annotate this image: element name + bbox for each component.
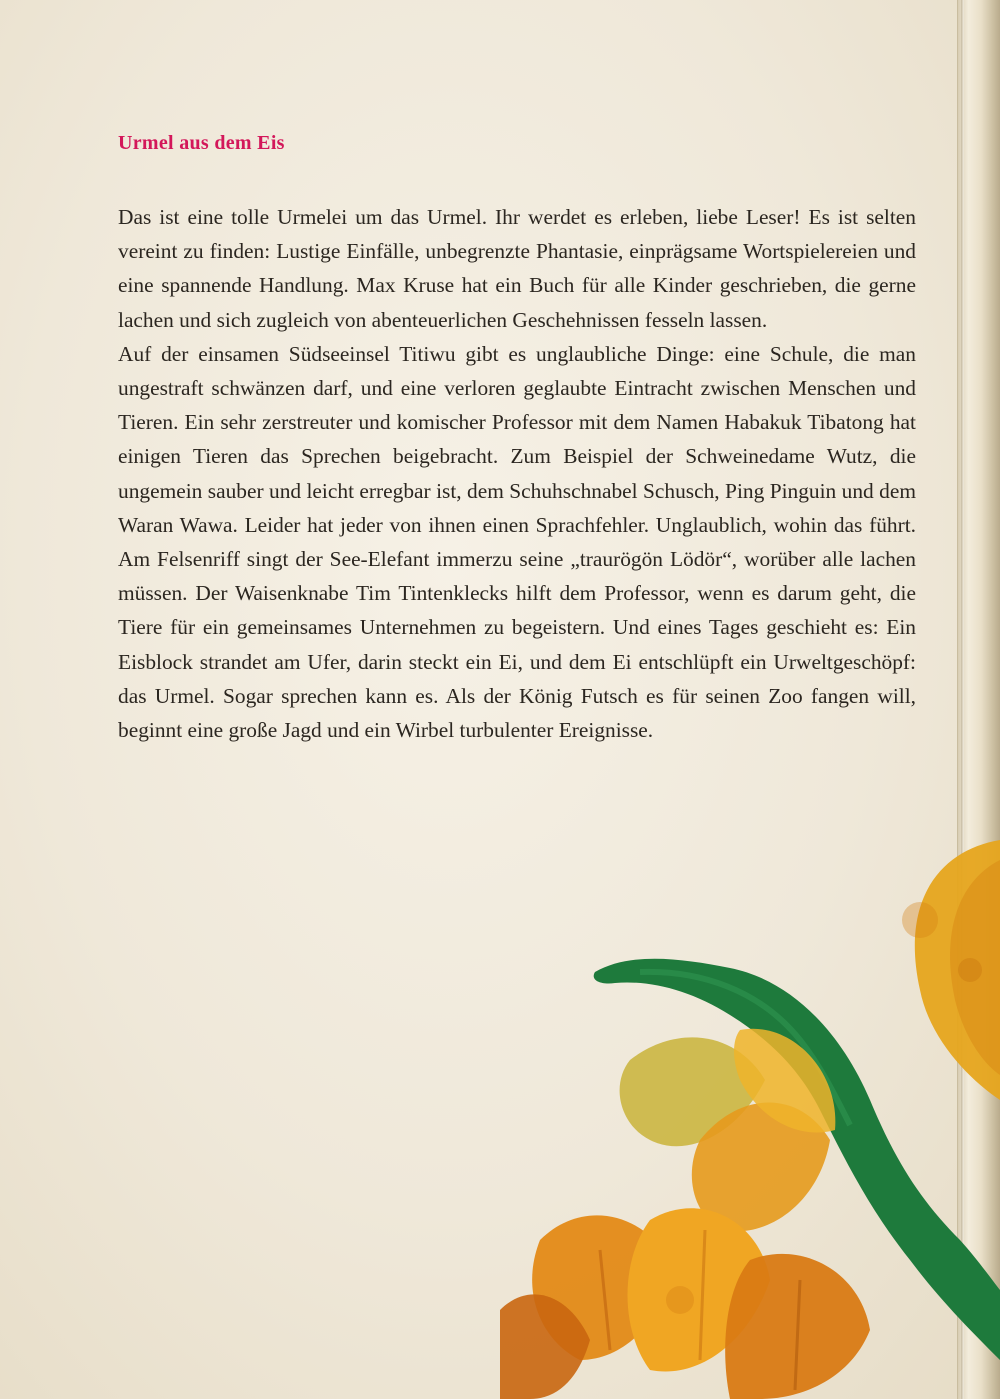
texture-dot — [958, 958, 982, 982]
book-title: Urmel aus dem Eis — [118, 132, 285, 154]
blurb-text — [118, 200, 916, 747]
texture-dot — [902, 902, 938, 938]
blurb-paragraph-1: Das ist eine tolle Urmelei um das Urmel. Ihr werdet es erleben, liebe Leser! Es ist selten vereint zu finden: Lustige Einfälle, unbegrenzte Phantasie, einprägsame Wortspielereien und eine spannende Handlung. Max Kruse hat ein Buch für alle Kinder geschrieben, die gerne lachen und sich zugleich von abenteuerlichen Geschehnissen fesseln lassen. — [118, 205, 916, 332]
texture-dot — [666, 1286, 694, 1314]
blurb-paragraph-2: Auf der einsamen Südseeinsel Titiwu gibt es unglaubliche Dinge: eine Schule, die man ungestraft schwänzen darf, und eine verloren geglaubte Eintracht zwischen Menschen und Tieren. Ein sehr zerstreuter und komischer Professor mit dem Namen Habakuk Tibatong hat einigen Tieren das Sprechen beigebracht. Zum Beispiel der Schweinedame Wutz, die ungemein sauber und leicht erregbar ist, dem Schuhschnabel Schusch, Ping Pinguin und dem Waran Wawa. Leider hat jeder von ihnen einen Sprachfehler. Unglaublich, wohin das führt. Am Felsenriff singt der See-Elefant immerzu seine „traurögön Lödör“, worüber alle lachen müssen. Der Waisenknabe Tim Tintenklecks hilft dem Professor, wenn es darum geht, die Tiere für ein gemeinsames Unternehmen zu begeistern. Und eines Tages geschieht es: Ein Eisblock strandet am Ufer, darin steckt ein Ei, und dem Ei entschlüpft ein Urweltgeschöpf: das Urmel. Sogar sprechen kann es. Als der König Futsch es für seinen Zoo fangen will, beginnt eine große Jagd und ein Wirbel turbulenter Ereignisse. — [118, 341, 916, 743]
flower-illustration — [500, 840, 1000, 1399]
